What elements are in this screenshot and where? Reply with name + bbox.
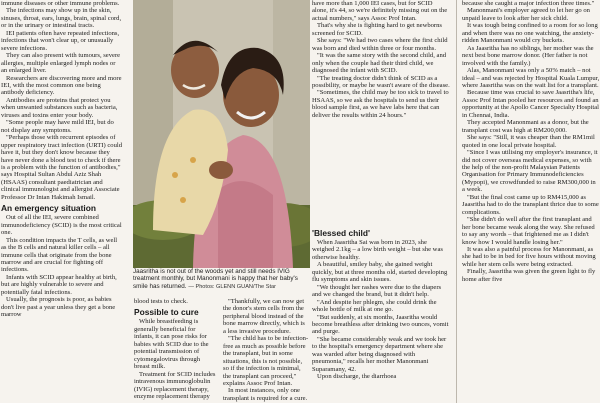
paragraph: "Sometimes, the child may be too sick to travel to HSAAS, so we ask the hospitals to send us their blood sample first, as we have labs here that can deliver the results within 24 hours." [312, 89, 449, 119]
paragraph: "She became considerably weak and we took her to the hospital's emergency department where she was warded after being diagnosed with pneumonia," recalls her mother Manonmani Suparamany, 42. [312, 335, 447, 373]
paragraph: "Since I was utilising my employer's insurance, it did not cover overseas medical expenses, so with the help of the non-profit Malaysian Patients Organisation for Primary Immunodeficiencies (Mypopi), we crowdfunded to raise RM300,000 in a week. [462, 149, 598, 194]
section-heading-cure: Possible to cure [134, 307, 199, 318]
paragraph: Out of all the IEI, severe combined immunodeficiency (SCID) is the most critical one. [1, 214, 122, 237]
paragraph: The infections may show up in the skin, sinuses, throat, ears, lungs, brain, spinal cord, or in the urinary or intestinal tracts. [1, 7, 122, 30]
paragraph: IEI patients often have repeated infections, infections that won't clear up, or unusually severe infections. [1, 29, 120, 52]
paragraph: Upon discharge, the diarrhoea [317, 373, 397, 381]
article-column-1 [1, 0, 123, 403]
paragraph: When Jaasritha Sai was born in 2023, she weighed 2.1kg – a low birth weight – but she was otherwise healthy. [312, 239, 443, 261]
paragraph: "Thankfully, we can now get the donor's stem cells from the peripheral blood instead of the bone marrow directly, which is a less invasive procedure. [223, 298, 305, 335]
paragraph: Antibodies are proteins that protect you when unwanted substances such as bacteria, viruses and toxins enter your body. [1, 96, 118, 119]
paragraph: "Perhaps those with recurrent episodes of upper respiratory tract infection (URTI) could have it, but they don't know because they have never done a blood test to check if there is a problem with the function of antibodies," says Hospital Sultan Abdul Aziz Shah (HSAAS) consultant paediatrician and clinical immunologist and allergist Associate Professor Dr Intan Hakimah Ismail. [1, 134, 122, 201]
column-divider [456, 0, 457, 403]
paragraph: This condition impacts the T cells, as well as the B cells and natural killer cells – all immune cells that originate from the bone marrow and are crucial for fighting off infections. [1, 236, 118, 274]
section-heading-emergency: An emergency situation [1, 203, 96, 214]
photo-caption [133, 268, 309, 291]
caption-text: Jaasritha is not out of the woods yet and still needs IVIG treatment monthly, but Manonmani is happy that her baby's smile has returned. [133, 268, 298, 290]
paragraph: "We thought her rashes were due to the diapers and we changed the brand, but it didn't help. [312, 283, 442, 299]
paragraph: blood tests to check. [134, 298, 188, 305]
paragraph: Infants with SCID appear healthy at birth, but are highly vulnerable to severe and potentially fatal infections. [1, 273, 117, 296]
article-column-2a [134, 298, 216, 403]
paragraph: "The treating doctor didn't think of SCID as a possibility, or maybe he wasn't aware of the disease. [312, 74, 450, 89]
paragraph: because she caught a major infection three times." [462, 0, 595, 7]
section-heading-blessed-child: 'Blessed child' [312, 228, 370, 238]
paragraph: A beautiful, smiley baby, she gained weight quickly, but at three months old, started developing flu symptoms and skin issues. [312, 261, 448, 284]
paragraph: As Jaasritha has no siblings, her mother was the next best bone marrow donor. (Her father is not involved with the family.) [462, 44, 594, 67]
paragraph: It was also a painful process for Manonmani, as she had to be in bed for five hours without moving while her stem cells were being extracted. [462, 245, 596, 268]
paragraph: She says: "We had two cases where the first child was born and died within three or four months. [312, 37, 448, 52]
paragraph: They accepted Manonmani as a donor, but the transplant cost was high at RM200,000. [462, 119, 589, 134]
paragraph: While breastfeeding is generally beneficial for infants, it can pose risks for babies with SCID due to the potential transmission of cytomegalovirus through breast milk. [134, 318, 209, 371]
paragraph: That's why she is fighting hard to get newborns screened for SCID. [312, 22, 442, 37]
paragraph: "But suddenly, at six months, Jaasritha would become breathless after drinking two ounces, vomit and purge. [312, 313, 449, 336]
article-column-4 [462, 0, 600, 403]
paragraph: immune diseases or other immune problems. [1, 0, 120, 7]
paragraph: Finally, Jaasritha was given the green light to fly home after five [462, 268, 596, 283]
paragraph: Alas, Manonmani was only a 50% match – not ideal – and was rejected by Hospital Kuala Lumpur, where Jaasritha was on the wait list for a transplant. [462, 67, 600, 89]
article-column-2b [223, 298, 309, 403]
paragraph: Usually, the prognosis is poor, as babies don't live past a year unless they get a bone marrow [1, 296, 116, 319]
paragraph: "It was the same story with the second child, and only when the couple had their third child, we diagnosed the infant with SCID. [312, 52, 447, 75]
paragraph: Because time was crucial to save Jaasritha's life, Assoc Prof Intan pooled her resources and found an opportunity at the Apollo Cancer Specialty Hospital in Chennai, India. [462, 89, 599, 119]
paragraph: Manonmani's employer agreed to let her go on unpaid leave to look after her sick child. [462, 7, 590, 22]
paragraph: She says: "Still, it was cheaper than the RM1mil quoted in one local private hospital. [462, 134, 595, 149]
article-photo [133, 0, 310, 268]
paragraph: "But the final cost came up to RM415,000 as Jaasritha had to do the transplant thrice due to some complications. [462, 193, 599, 216]
paragraph: "Some people may have mild IEI, but do not display any symptoms. [1, 119, 114, 134]
paragraph: have more than 1,000 IEI cases, but for SCID alone, it's 44, so we're definitely missing out on the actual numbers," says Assoc Prof Intan. [312, 0, 448, 22]
article-column-3 [312, 0, 450, 230]
paragraph: They can also present with tumours, severe allergies, multiple enlarged lymph nodes or an enlarged liver. [1, 52, 121, 75]
photo-credit: — Photos: GLENN GUAN/The Star [188, 283, 276, 290]
paragraph: It was tough being confined to a room for so long and when there was no one watching, the anxiety-ridden Manonmani would cry buckets. [462, 22, 598, 45]
paragraph: "And despite her phlegm, she could drink the whole bottle of milk at one go. [312, 298, 437, 314]
paragraph: Researchers are discovering more and more IEI, with the most common one being antibody deficiency. [1, 74, 122, 97]
article-column-3-lower [312, 226, 450, 403]
paragraph: In most instances, only one transplant is required for a cure. [223, 387, 308, 402]
paragraph: "The child has to be infection-free as much as possible before the transplant, but in some situations, this is not possible, so if the infection is minimal, the transplant can proceed," explains Assoc Prof Intan. [223, 335, 309, 387]
mother-and-baby-photo [133, 0, 310, 268]
paragraph: "She didn't do well after the first transplant and her bone became weak along the way. She refused to say any words – that frightened me as I didn't know how I would handle losing her." [462, 216, 595, 246]
paragraph: Treatment for SCID includes intravenous immunoglobulin (IVIG) replacement therapy, enzyme replacement therapy [134, 370, 216, 400]
